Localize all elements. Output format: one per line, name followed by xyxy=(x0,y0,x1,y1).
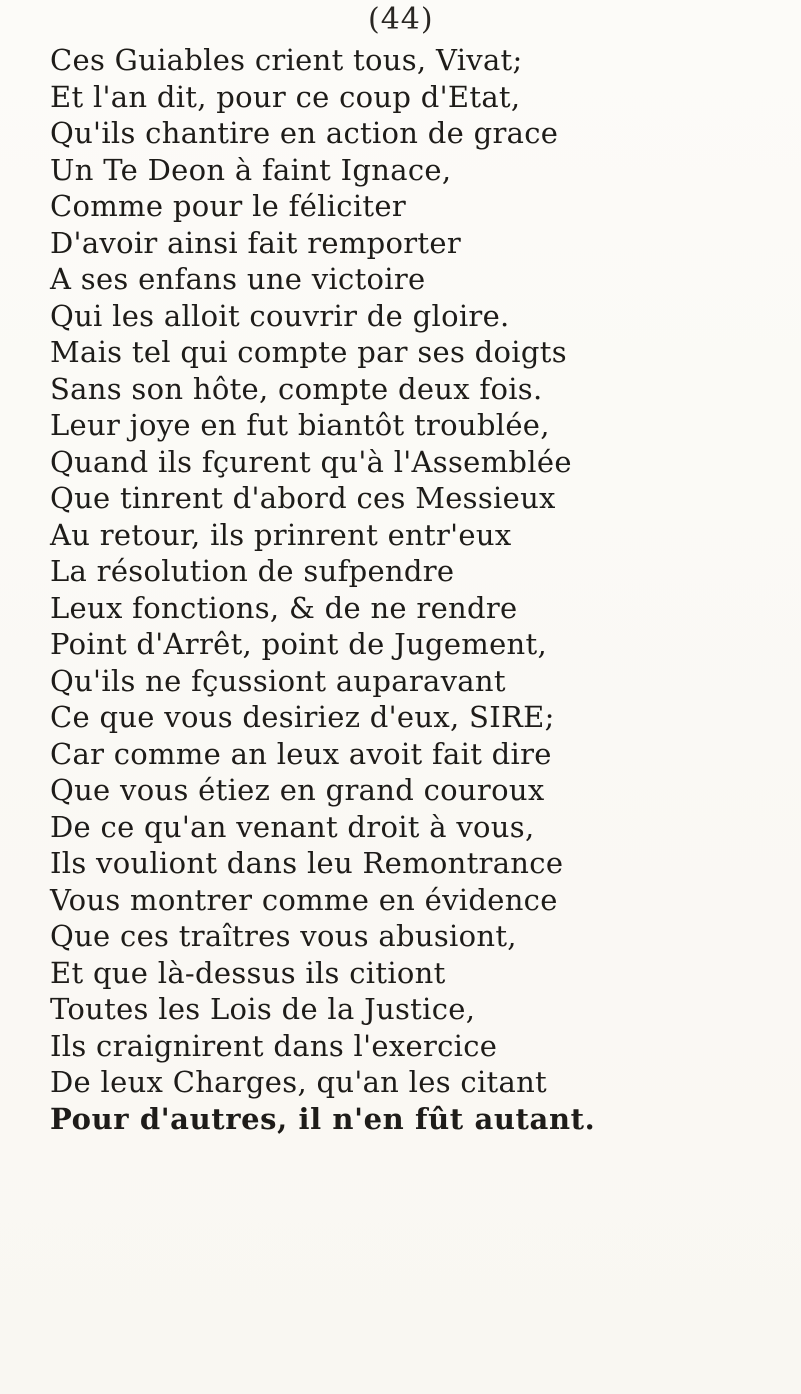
verse-line: Ils craignirent dans l'exercice xyxy=(50,1028,498,1063)
verse-line: Que tinrent d'abord ces Messieux xyxy=(50,481,556,515)
verse-line: Car comme an leux avoit fait dire xyxy=(50,736,552,771)
verse-line: Leux fonctions, & de ne rendre xyxy=(50,590,518,625)
page-number: (44) xyxy=(368,2,434,37)
verse-line: D'avoir ainsi fait remporter xyxy=(50,225,461,260)
verse-line: Ces Guiables crient tous, Vivat; xyxy=(50,43,523,77)
verse-line: Point d'Arrêt, point de Jugement, xyxy=(50,627,548,661)
verse-block xyxy=(50,42,790,1137)
verse-line: Ils vouliont dans leu Remontrance xyxy=(50,846,564,880)
verse-line: Comme pour le féliciter xyxy=(50,189,407,223)
verse-line: Sans son hôte, compte deux fois. xyxy=(50,371,543,406)
verse-line: La résolution de sufpendre xyxy=(50,554,455,588)
verse-line: Au retour, ils prinrent entr'eux xyxy=(50,517,512,552)
verse-line: Que vous étiez en grand couroux xyxy=(50,773,545,807)
verse-line: De ce qu'an venant droit à vous, xyxy=(50,809,535,844)
verse-line: Pour d'autres, il n'en fût autant. xyxy=(50,1101,596,1136)
verse-line: Vous montrer comme en évidence xyxy=(50,882,558,917)
verse-line: Leur joye en fut biantôt troublée, xyxy=(50,408,550,442)
verse-line: Toutes les Lois de la Justice, xyxy=(50,992,476,1026)
verse-line: Qui les alloit couvrir de gloire. xyxy=(50,298,510,333)
verse-line: Ce que vous desiriez d'eux, SIRE; xyxy=(50,700,555,734)
verse-line: De leux Charges, qu'an les citant xyxy=(50,1065,548,1099)
verse-line: Qu'ils chantire en action de grace xyxy=(50,116,559,150)
verse-line: A ses enfans une victoire xyxy=(50,262,426,296)
verse-line: Un Te Deon à faint Ignace, xyxy=(50,152,452,187)
verse-line: Mais tel qui compte par ses doigts xyxy=(50,335,567,369)
verse-line: Et l'an dit, pour ce coup d'Etat, xyxy=(50,79,521,114)
verse-line: Quand ils fçurent qu'à l'Assemblée xyxy=(50,444,572,479)
verse-line: Et que là-dessus ils citiont xyxy=(50,955,446,990)
verse-line: Que ces traîtres vous abusiont, xyxy=(50,919,517,953)
verse-line: Qu'ils ne fçussiont auparavant xyxy=(50,663,506,698)
